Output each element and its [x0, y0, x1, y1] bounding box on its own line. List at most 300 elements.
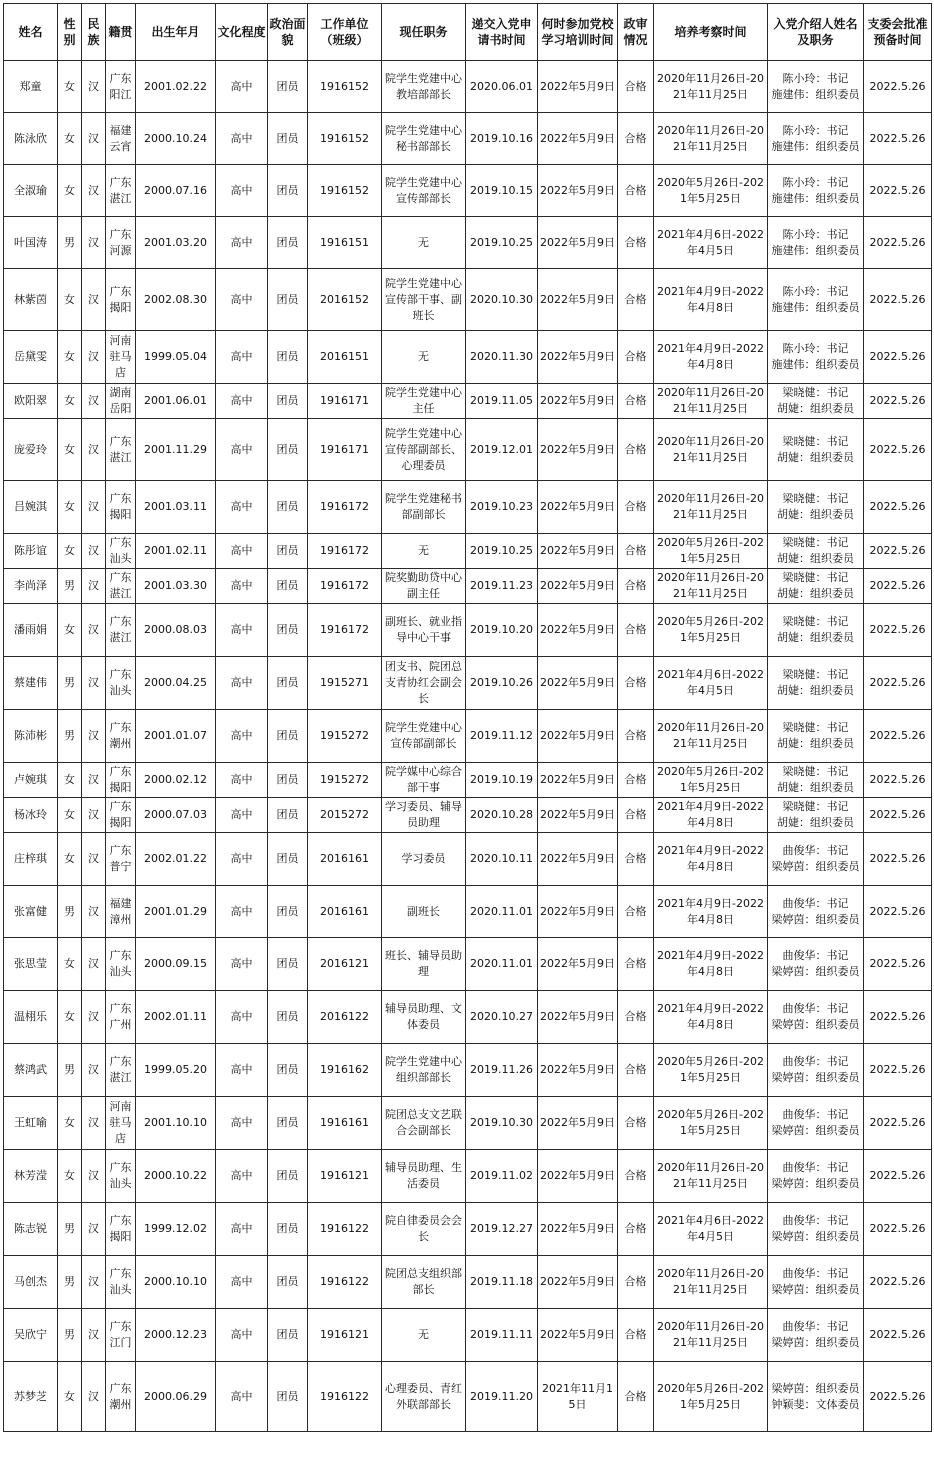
cell-name: 杨冰玲 [4, 798, 58, 833]
cell-education: 高中 [216, 481, 268, 534]
cell-hometown: 广东汕头 [106, 1256, 136, 1309]
cell-current-position: 辅导员助理、生活委员 [382, 1150, 466, 1203]
cell-ethnicity: 汉 [82, 938, 106, 991]
cell-birth-date: 2001.03.20 [136, 217, 216, 269]
cell-name: 吕婉淇 [4, 481, 58, 534]
cell-review-status: 合格 [618, 1309, 654, 1362]
cell-approval-date: 2022.5.26 [864, 61, 932, 113]
cell-gender: 男 [58, 1044, 82, 1097]
cell-political-status: 团员 [268, 1044, 308, 1097]
cell-birth-date: 2001.02.11 [136, 534, 216, 569]
cell-hometown: 广东揭阳 [106, 763, 136, 798]
cell-current-position: 院学生党建中心宣传部部长 [382, 165, 466, 217]
cell-work-unit: 1916172 [308, 481, 382, 534]
cell-introducers: 陈小玲：书记 施建伟：组织委员 [768, 331, 864, 384]
cell-introducers: 曲俊华：书记 梁婷茵：组织委员 [768, 1150, 864, 1203]
cell-name: 卢婉琪 [4, 763, 58, 798]
cell-hometown: 广东湛江 [106, 604, 136, 657]
cell-current-position: 院奖勤助贷中心副主任 [382, 569, 466, 604]
cell-political-status: 团员 [268, 657, 308, 710]
cell-approval-date: 2022.5.26 [864, 798, 932, 833]
cell-training-date: 2022年5月9日 [538, 604, 618, 657]
table-row [4, 1097, 932, 1150]
cell-introducers: 曲俊华：书记 梁婷茵：组织委员 [768, 1097, 864, 1150]
cell-training-date: 2022年5月9日 [538, 534, 618, 569]
cell-work-unit: 1916122 [308, 1362, 382, 1432]
cell-introducers: 梁晓健：书记 胡婕：组织委员 [768, 534, 864, 569]
cell-observation-period: 2020年5月26日-2021年5月25日 [654, 1097, 768, 1150]
table-row [4, 833, 932, 886]
cell-current-position: 院学生党建中心组织部部长 [382, 1044, 466, 1097]
cell-work-unit: 2016121 [308, 938, 382, 991]
cell-review-status: 合格 [618, 61, 654, 113]
cell-education: 高中 [216, 710, 268, 763]
table-row [4, 384, 932, 419]
cell-approval-date: 2022.5.26 [864, 991, 932, 1044]
cell-application-date: 2020.10.30 [466, 269, 538, 331]
cell-gender: 男 [58, 569, 82, 604]
cell-ethnicity: 汉 [82, 1309, 106, 1362]
cell-gender: 男 [58, 217, 82, 269]
cell-application-date: 2019.11.05 [466, 384, 538, 419]
cell-observation-period: 2020年5月26日-2021年5月25日 [654, 604, 768, 657]
cell-application-date: 2019.11.11 [466, 1309, 538, 1362]
cell-introducers: 梁晓健：书记 胡婕：组织委员 [768, 763, 864, 798]
cell-political-status: 团员 [268, 61, 308, 113]
cell-approval-date: 2022.5.26 [864, 710, 932, 763]
cell-review-status: 合格 [618, 763, 654, 798]
cell-review-status: 合格 [618, 165, 654, 217]
cell-ethnicity: 汉 [82, 657, 106, 710]
cell-current-position: 院团总支组织部部长 [382, 1256, 466, 1309]
header-training-date: 何时参加党校学习培训时间 [538, 4, 618, 61]
cell-political-status: 团员 [268, 1362, 308, 1432]
cell-approval-date: 2022.5.26 [864, 481, 932, 534]
cell-work-unit: 1916122 [308, 1203, 382, 1256]
cell-birth-date: 2001.01.29 [136, 886, 216, 938]
cell-current-position: 副班长、就业指导中心干事 [382, 604, 466, 657]
cell-approval-date: 2022.5.26 [864, 604, 932, 657]
cell-birth-date: 2001.03.30 [136, 569, 216, 604]
cell-education: 高中 [216, 269, 268, 331]
header-application-date: 递交入党申请书时间 [466, 4, 538, 61]
cell-approval-date: 2022.5.26 [864, 534, 932, 569]
cell-current-position: 班长、辅导员助理 [382, 938, 466, 991]
cell-ethnicity: 汉 [82, 991, 106, 1044]
cell-application-date: 2019.10.15 [466, 165, 538, 217]
cell-birth-date: 2000.07.03 [136, 798, 216, 833]
cell-training-date: 2022年5月9日 [538, 763, 618, 798]
cell-education: 高中 [216, 1362, 268, 1432]
cell-gender: 女 [58, 798, 82, 833]
cell-approval-date: 2022.5.26 [864, 1256, 932, 1309]
cell-gender: 女 [58, 1097, 82, 1150]
cell-current-position: 副班长 [382, 886, 466, 938]
cell-education: 高中 [216, 1256, 268, 1309]
cell-training-date: 2022年5月9日 [538, 165, 618, 217]
cell-application-date: 2019.12.27 [466, 1203, 538, 1256]
cell-education: 高中 [216, 798, 268, 833]
cell-education: 高中 [216, 938, 268, 991]
cell-ethnicity: 汉 [82, 798, 106, 833]
cell-approval-date: 2022.5.26 [864, 1309, 932, 1362]
header-row [4, 4, 932, 61]
cell-work-unit: 1916172 [308, 604, 382, 657]
cell-observation-period: 2020年11月26日-2021年11月25日 [654, 384, 768, 419]
cell-ethnicity: 汉 [82, 886, 106, 938]
cell-political-status: 团员 [268, 763, 308, 798]
cell-introducers: 梁晓健：书记 胡婕：组织委员 [768, 798, 864, 833]
cell-political-status: 团员 [268, 1097, 308, 1150]
cell-introducers: 曲俊华：书记 梁婷茵：组织委员 [768, 1044, 864, 1097]
table-row [4, 604, 932, 657]
cell-gender: 女 [58, 1362, 82, 1432]
table-row [4, 217, 932, 269]
cell-hometown: 广东湛江 [106, 569, 136, 604]
cell-work-unit: 1916121 [308, 1150, 382, 1203]
cell-review-status: 合格 [618, 833, 654, 886]
header-hometown: 籍贯 [106, 4, 136, 61]
cell-current-position: 无 [382, 331, 466, 384]
cell-political-status: 团员 [268, 833, 308, 886]
cell-approval-date: 2022.5.26 [864, 269, 932, 331]
cell-birth-date: 2000.10.22 [136, 1150, 216, 1203]
cell-ethnicity: 汉 [82, 331, 106, 384]
cell-hometown: 广东河源 [106, 217, 136, 269]
cell-birth-date: 2002.08.30 [136, 269, 216, 331]
table-row [4, 798, 932, 833]
cell-current-position: 院学生党建中心主任 [382, 384, 466, 419]
cell-training-date: 2022年5月9日 [538, 1097, 618, 1150]
cell-name: 苏梦芝 [4, 1362, 58, 1432]
cell-name: 欧阳翠 [4, 384, 58, 419]
cell-review-status: 合格 [618, 798, 654, 833]
cell-work-unit: 2015272 [308, 798, 382, 833]
cell-review-status: 合格 [618, 384, 654, 419]
cell-education: 高中 [216, 604, 268, 657]
cell-training-date: 2022年5月9日 [538, 384, 618, 419]
cell-application-date: 2020.11.30 [466, 331, 538, 384]
header-current-position: 现任职务 [382, 4, 466, 61]
header-political-status: 政治面貌 [268, 4, 308, 61]
cell-birth-date: 2001.06.01 [136, 384, 216, 419]
table-row [4, 481, 932, 534]
cell-introducers: 曲俊华：书记 梁婷茵：组织委员 [768, 938, 864, 991]
cell-observation-period: 2020年11月26日-2021年11月25日 [654, 419, 768, 481]
cell-training-date: 2022年5月9日 [538, 569, 618, 604]
cell-review-status: 合格 [618, 419, 654, 481]
cell-ethnicity: 汉 [82, 384, 106, 419]
cell-ethnicity: 汉 [82, 1256, 106, 1309]
cell-review-status: 合格 [618, 1203, 654, 1256]
cell-education: 高中 [216, 1203, 268, 1256]
cell-training-date: 2022年5月9日 [538, 798, 618, 833]
cell-name: 陈沛彬 [4, 710, 58, 763]
table-row [4, 1203, 932, 1256]
cell-approval-date: 2022.5.26 [864, 331, 932, 384]
cell-training-date: 2022年5月9日 [538, 481, 618, 534]
cell-introducers: 陈小玲：书记 施建伟：组织委员 [768, 165, 864, 217]
cell-training-date: 2022年5月9日 [538, 991, 618, 1044]
cell-hometown: 广东湛江 [106, 165, 136, 217]
cell-work-unit: 1915272 [308, 710, 382, 763]
cell-application-date: 2019.11.20 [466, 1362, 538, 1432]
cell-political-status: 团员 [268, 384, 308, 419]
cell-application-date: 2020.10.11 [466, 833, 538, 886]
cell-work-unit: 1916152 [308, 61, 382, 113]
table-row [4, 419, 932, 481]
cell-birth-date: 1999.05.04 [136, 331, 216, 384]
cell-current-position: 学习委员 [382, 833, 466, 886]
cell-education: 高中 [216, 991, 268, 1044]
cell-name: 庄梓琪 [4, 833, 58, 886]
cell-introducers: 曲俊华：书记 梁婷茵：组织委员 [768, 1203, 864, 1256]
cell-application-date: 2019.10.30 [466, 1097, 538, 1150]
cell-political-status: 团员 [268, 1203, 308, 1256]
table-row [4, 1044, 932, 1097]
cell-name: 叶国涛 [4, 217, 58, 269]
cell-training-date: 2022年5月9日 [538, 1150, 618, 1203]
table-row [4, 61, 932, 113]
header-review-status: 政审情况 [618, 4, 654, 61]
cell-application-date: 2019.10.20 [466, 604, 538, 657]
cell-ethnicity: 汉 [82, 763, 106, 798]
cell-hometown: 广东汕头 [106, 938, 136, 991]
cell-birth-date: 2001.01.07 [136, 710, 216, 763]
cell-education: 高中 [216, 331, 268, 384]
cell-gender: 女 [58, 833, 82, 886]
cell-name: 陈志锐 [4, 1203, 58, 1256]
cell-gender: 女 [58, 419, 82, 481]
cell-political-status: 团员 [268, 569, 308, 604]
cell-current-position: 院学生党建秘书部副部长 [382, 481, 466, 534]
cell-work-unit: 1915271 [308, 657, 382, 710]
cell-education: 高中 [216, 886, 268, 938]
cell-name: 岳黛雯 [4, 331, 58, 384]
cell-birth-date: 2002.01.22 [136, 833, 216, 886]
cell-approval-date: 2022.5.26 [864, 113, 932, 165]
cell-political-status: 团员 [268, 217, 308, 269]
cell-work-unit: 1916151 [308, 217, 382, 269]
cell-application-date: 2019.11.18 [466, 1256, 538, 1309]
cell-current-position: 辅导员助理、文体委员 [382, 991, 466, 1044]
cell-current-position: 无 [382, 217, 466, 269]
table-row [4, 657, 932, 710]
cell-current-position: 院学生党建中心教培部部长 [382, 61, 466, 113]
cell-ethnicity: 汉 [82, 604, 106, 657]
cell-introducers: 梁晓健：书记 胡婕：组织委员 [768, 419, 864, 481]
cell-training-date: 2022年5月9日 [538, 886, 618, 938]
cell-name: 张思莹 [4, 938, 58, 991]
cell-gender: 男 [58, 886, 82, 938]
cell-political-status: 团员 [268, 991, 308, 1044]
cell-approval-date: 2022.5.26 [864, 217, 932, 269]
cell-introducers: 曲俊华：书记 梁婷茵：组织委员 [768, 991, 864, 1044]
cell-ethnicity: 汉 [82, 419, 106, 481]
cell-training-date: 2022年5月9日 [538, 269, 618, 331]
cell-current-position: 心理委员、青红外联部部长 [382, 1362, 466, 1432]
cell-birth-date: 2000.12.23 [136, 1309, 216, 1362]
cell-observation-period: 2021年4月9日-2022年4月8日 [654, 798, 768, 833]
cell-political-status: 团员 [268, 938, 308, 991]
cell-birth-date: 1999.05.20 [136, 1044, 216, 1097]
cell-observation-period: 2020年5月26日-2021年5月25日 [654, 534, 768, 569]
cell-observation-period: 2020年11月26日-2021年11月25日 [654, 1309, 768, 1362]
cell-training-date: 2022年5月9日 [538, 1044, 618, 1097]
cell-gender: 女 [58, 384, 82, 419]
cell-observation-period: 2021年4月6日-2022年4月5日 [654, 657, 768, 710]
cell-ethnicity: 汉 [82, 269, 106, 331]
cell-ethnicity: 汉 [82, 534, 106, 569]
cell-birth-date: 2000.04.25 [136, 657, 216, 710]
cell-work-unit: 1916161 [308, 1097, 382, 1150]
cell-birth-date: 2001.03.11 [136, 481, 216, 534]
cell-review-status: 合格 [618, 1150, 654, 1203]
cell-approval-date: 2022.5.26 [864, 165, 932, 217]
cell-current-position: 院学生党建中心宣传部副部长 [382, 710, 466, 763]
table-row [4, 763, 932, 798]
cell-observation-period: 2020年11月26日-2021年11月25日 [654, 481, 768, 534]
cell-review-status: 合格 [618, 269, 654, 331]
cell-hometown: 广东汕头 [106, 657, 136, 710]
cell-current-position: 院学媒中心综合部干事 [382, 763, 466, 798]
cell-name: 陈泳欣 [4, 113, 58, 165]
cell-name: 蔡建伟 [4, 657, 58, 710]
cell-education: 高中 [216, 1044, 268, 1097]
table-row [4, 331, 932, 384]
cell-approval-date: 2022.5.26 [864, 886, 932, 938]
cell-ethnicity: 汉 [82, 1097, 106, 1150]
cell-application-date: 2019.11.12 [466, 710, 538, 763]
cell-work-unit: 1916122 [308, 1256, 382, 1309]
header-observation-period: 培养考察时间 [654, 4, 768, 61]
cell-birth-date: 2000.09.15 [136, 938, 216, 991]
cell-training-date: 2022年5月9日 [538, 217, 618, 269]
cell-approval-date: 2022.5.26 [864, 1150, 932, 1203]
cell-approval-date: 2022.5.26 [864, 1044, 932, 1097]
cell-hometown: 广东汕头 [106, 1150, 136, 1203]
cell-application-date: 2020.11.01 [466, 938, 538, 991]
cell-gender: 女 [58, 113, 82, 165]
cell-observation-period: 2021年4月9日-2022年4月8日 [654, 331, 768, 384]
cell-name: 庞爱玲 [4, 419, 58, 481]
cell-introducers: 梁晓健：书记 胡婕：组织委员 [768, 604, 864, 657]
cell-application-date: 2019.12.01 [466, 419, 538, 481]
cell-hometown: 广东汕头 [106, 534, 136, 569]
cell-name: 蔡鸿武 [4, 1044, 58, 1097]
cell-review-status: 合格 [618, 217, 654, 269]
cell-observation-period: 2021年4月6日-2022年4月5日 [654, 1203, 768, 1256]
cell-observation-period: 2020年11月26日-2021年11月25日 [654, 113, 768, 165]
cell-observation-period: 2021年4月9日-2022年4月8日 [654, 886, 768, 938]
cell-hometown: 河南驻马店 [106, 331, 136, 384]
cell-application-date: 2019.10.26 [466, 657, 538, 710]
cell-introducers: 陈小玲：书记 施建伟：组织委员 [768, 269, 864, 331]
cell-review-status: 合格 [618, 886, 654, 938]
header-birth-date: 出生年月 [136, 4, 216, 61]
cell-ethnicity: 汉 [82, 113, 106, 165]
cell-observation-period: 2020年11月26日-2021年11月25日 [654, 710, 768, 763]
cell-work-unit: 2016152 [308, 269, 382, 331]
cell-observation-period: 2021年4月9日-2022年4月8日 [654, 269, 768, 331]
cell-training-date: 2021年11月15日 [538, 1362, 618, 1432]
cell-introducers: 陈小玲：书记 施建伟：组织委员 [768, 217, 864, 269]
table-row [4, 1309, 932, 1362]
cell-birth-date: 2000.07.16 [136, 165, 216, 217]
cell-political-status: 团员 [268, 534, 308, 569]
cell-training-date: 2022年5月9日 [538, 833, 618, 886]
cell-work-unit: 2016161 [308, 833, 382, 886]
cell-introducers: 曲俊华：书记 梁婷茵：组织委员 [768, 1309, 864, 1362]
cell-ethnicity: 汉 [82, 1044, 106, 1097]
header-name: 姓名 [4, 4, 58, 61]
cell-application-date: 2020.11.01 [466, 886, 538, 938]
cell-training-date: 2022年5月9日 [538, 61, 618, 113]
cell-ethnicity: 汉 [82, 710, 106, 763]
cell-hometown: 广东揭阳 [106, 269, 136, 331]
cell-current-position: 无 [382, 1309, 466, 1362]
cell-political-status: 团员 [268, 1150, 308, 1203]
cell-name: 吴欣宁 [4, 1309, 58, 1362]
cell-gender: 女 [58, 534, 82, 569]
table-row [4, 710, 932, 763]
cell-gender: 女 [58, 763, 82, 798]
cell-hometown: 广东江门 [106, 1309, 136, 1362]
cell-approval-date: 2022.5.26 [864, 833, 932, 886]
cell-training-date: 2022年5月9日 [538, 113, 618, 165]
cell-education: 高中 [216, 217, 268, 269]
cell-birth-date: 2000.10.24 [136, 113, 216, 165]
cell-application-date: 2020.10.27 [466, 991, 538, 1044]
cell-approval-date: 2022.5.26 [864, 763, 932, 798]
table-row [4, 886, 932, 938]
cell-education: 高中 [216, 384, 268, 419]
cell-gender: 女 [58, 991, 82, 1044]
cell-hometown: 福建漳州 [106, 886, 136, 938]
cell-work-unit: 2016151 [308, 331, 382, 384]
cell-gender: 女 [58, 481, 82, 534]
cell-review-status: 合格 [618, 481, 654, 534]
cell-gender: 男 [58, 1256, 82, 1309]
cell-hometown: 湖南岳阳 [106, 384, 136, 419]
cell-work-unit: 1916171 [308, 384, 382, 419]
cell-review-status: 合格 [618, 991, 654, 1044]
cell-education: 高中 [216, 165, 268, 217]
cell-name: 郑童 [4, 61, 58, 113]
cell-introducers: 梁婷茵：组织委员 钟颖斐：文体委员 [768, 1362, 864, 1432]
cell-work-unit: 2016161 [308, 886, 382, 938]
table-body [4, 61, 932, 1432]
cell-approval-date: 2022.5.26 [864, 1097, 932, 1150]
cell-ethnicity: 汉 [82, 165, 106, 217]
header-approval-date: 支委会批准预备时间 [864, 4, 932, 61]
cell-application-date: 2019.11.26 [466, 1044, 538, 1097]
cell-training-date: 2022年5月9日 [538, 938, 618, 991]
cell-education: 高中 [216, 1097, 268, 1150]
cell-birth-date: 2000.06.29 [136, 1362, 216, 1432]
cell-education: 高中 [216, 763, 268, 798]
cell-hometown: 广东广州 [106, 991, 136, 1044]
cell-hometown: 广东揭阳 [106, 481, 136, 534]
table-row [4, 1256, 932, 1309]
cell-birth-date: 2000.10.10 [136, 1256, 216, 1309]
table-row [4, 534, 932, 569]
cell-hometown: 广东阳江 [106, 61, 136, 113]
cell-hometown: 广东潮州 [106, 710, 136, 763]
cell-gender: 男 [58, 657, 82, 710]
cell-application-date: 2019.10.25 [466, 217, 538, 269]
cell-political-status: 团员 [268, 886, 308, 938]
